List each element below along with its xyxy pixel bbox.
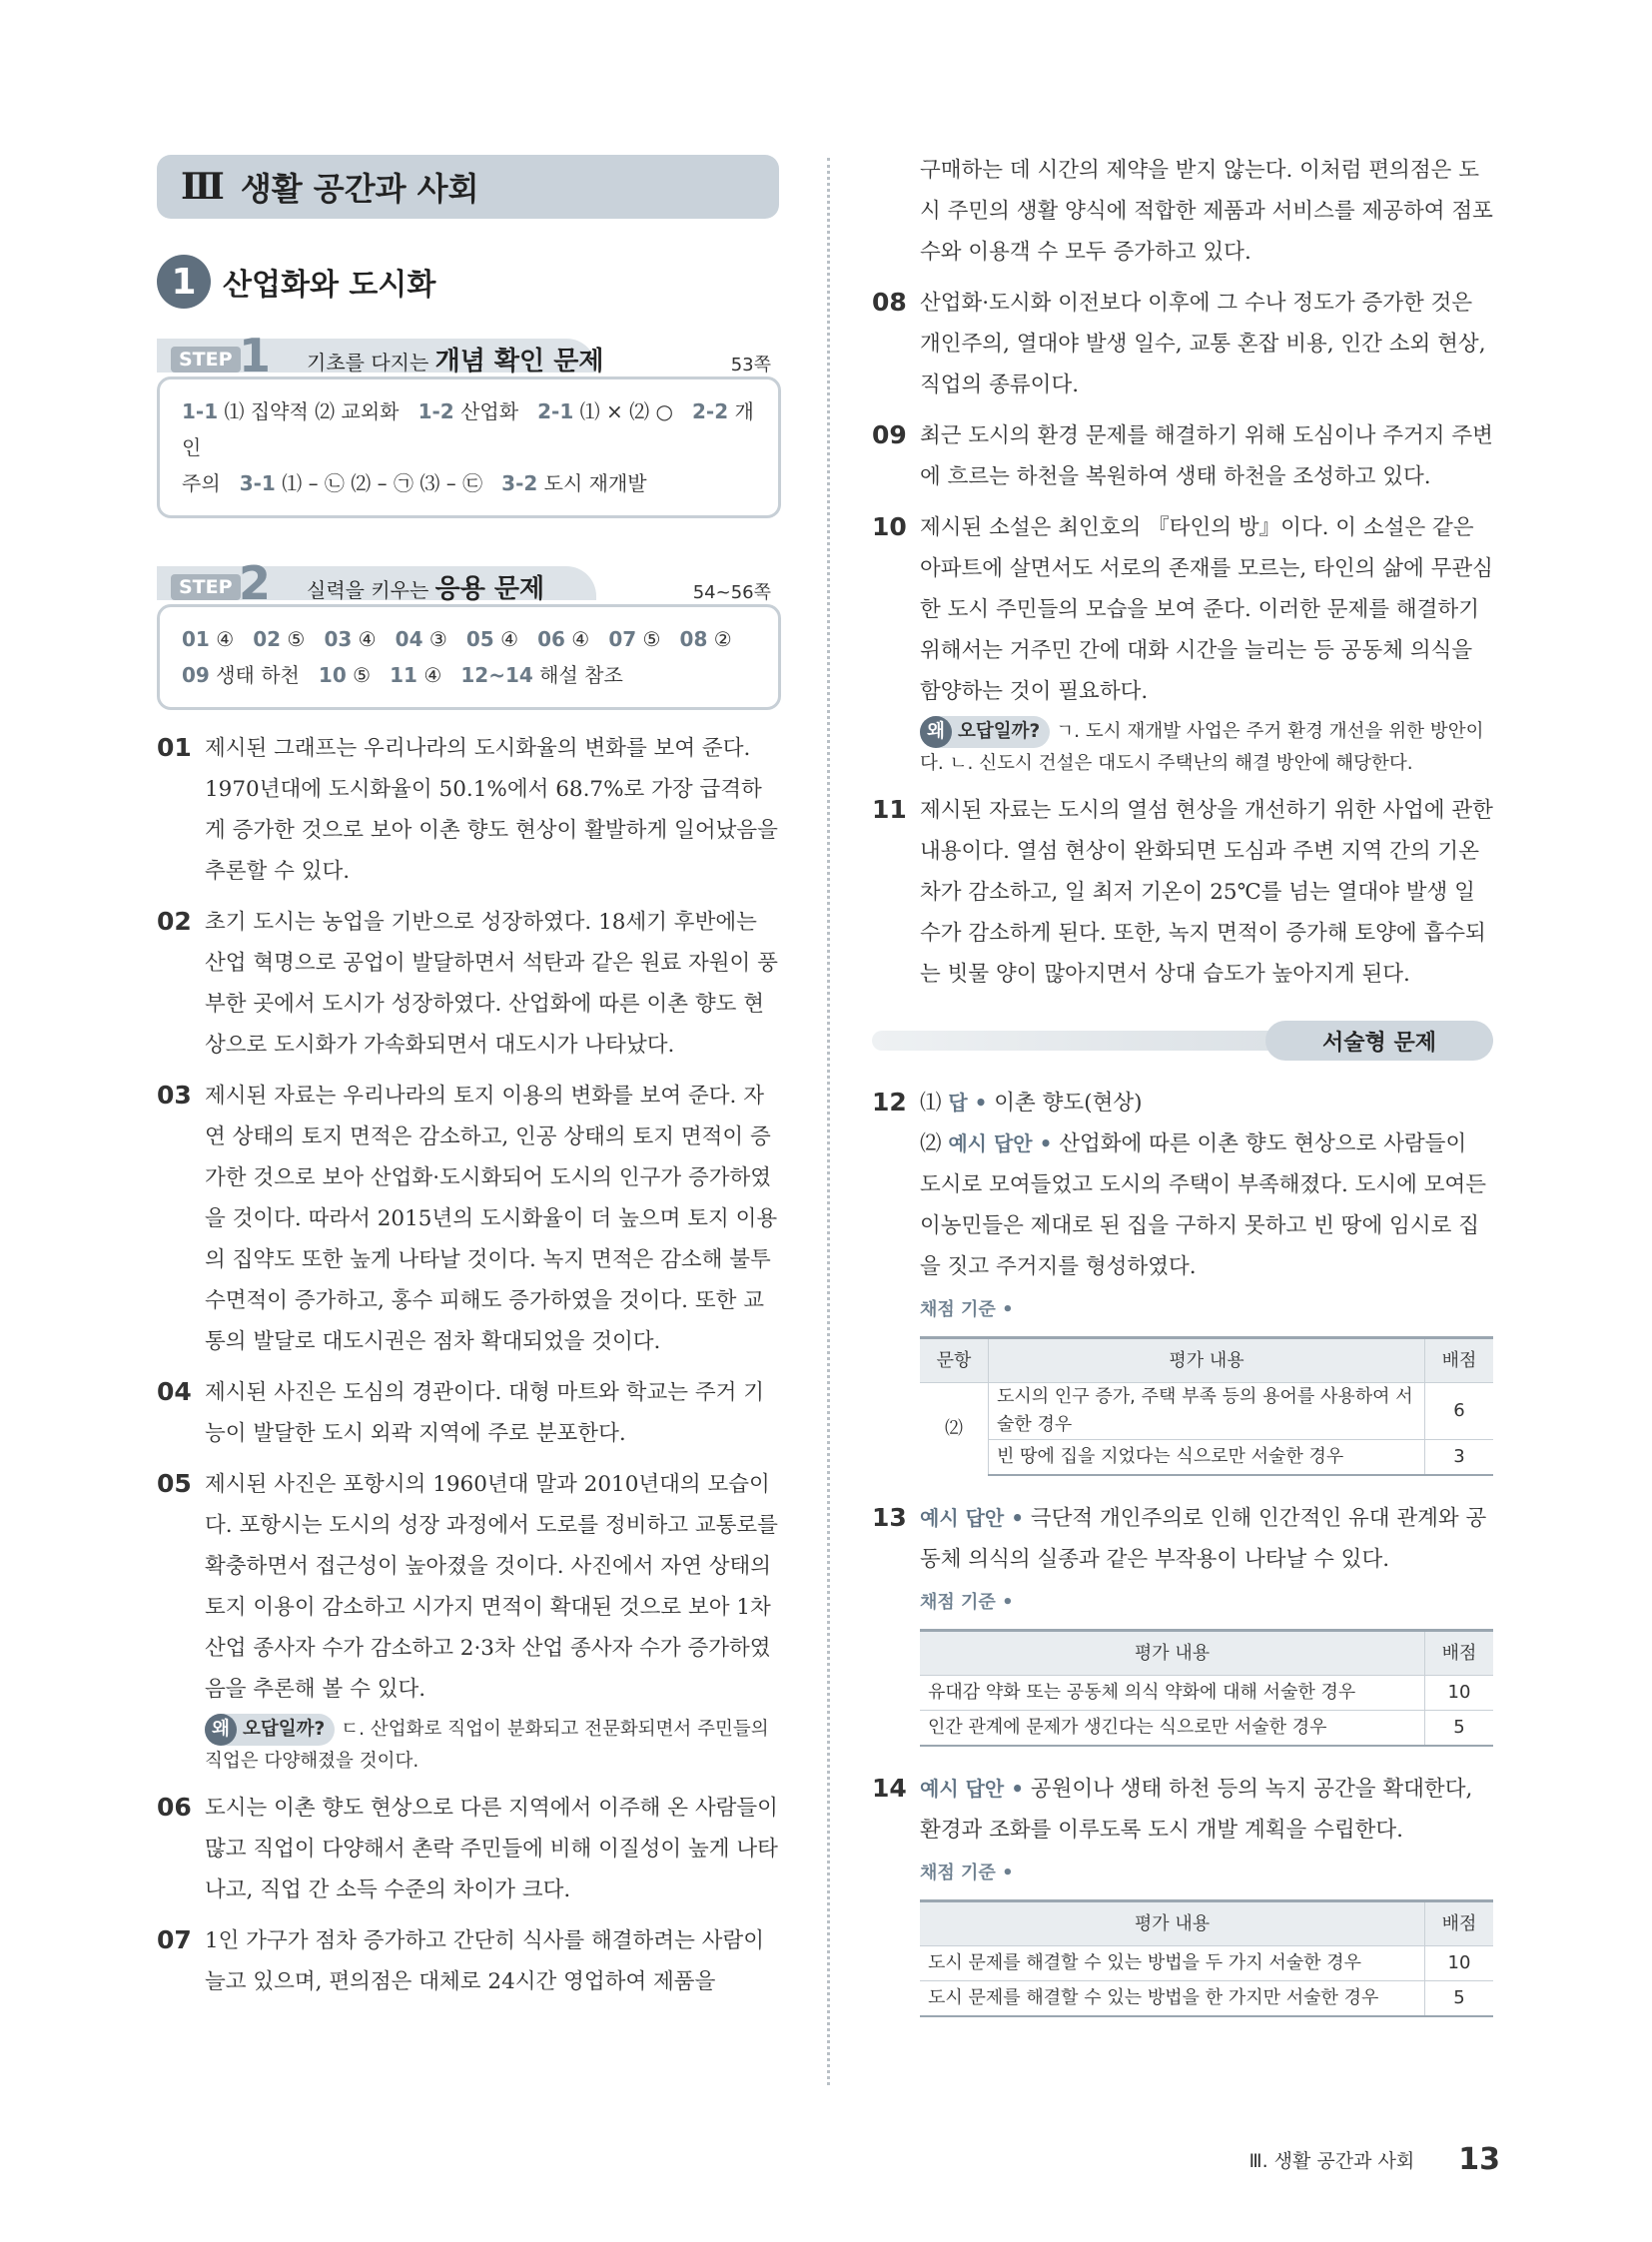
answer-value: ④ bbox=[216, 627, 235, 651]
table-row bbox=[920, 1440, 1493, 1476]
question-number: 05 bbox=[157, 1469, 192, 1498]
question-14 bbox=[872, 1769, 1493, 2017]
table-row bbox=[920, 1711, 1493, 1747]
step2-label: STEP bbox=[171, 574, 241, 600]
chapter-heading bbox=[157, 255, 781, 309]
answer-value: ⑴ – ㉡ ⑵ – ㉠ ⑶ – ㉢ bbox=[282, 471, 483, 495]
page-number: 13 bbox=[1458, 2142, 1500, 2177]
why-text: ㄱ. 도시 재개발 사업은 주거 환경 개선을 위한 방안이다. ㄴ. 신도시 건설은 대도시 주택난의 해결 방안에 해당한다. bbox=[920, 721, 1484, 774]
table-header: 평가 내용 bbox=[989, 1338, 1425, 1383]
answer-key: 07 bbox=[608, 627, 637, 651]
why-badge bbox=[920, 716, 1050, 748]
question-item bbox=[157, 1372, 781, 1454]
answer-value: ⑤ bbox=[287, 627, 306, 651]
question-item bbox=[872, 507, 1493, 780]
question-item bbox=[157, 902, 781, 1066]
question-text: 제시된 사진은 도심의 경관이다. 대형 마트와 학교는 주거 기능이 발달한 도시 외곽 지역에 주로 분포한다. bbox=[205, 1380, 764, 1446]
question-body bbox=[920, 507, 1493, 780]
grading-criteria-label: 채점 기준 • bbox=[920, 1592, 1014, 1613]
table-cell-score: 3 bbox=[1425, 1440, 1494, 1476]
answer-key: 05 bbox=[465, 627, 494, 651]
example-answer-label: 예시 답안 • bbox=[920, 1506, 1024, 1530]
question-text: 도시는 이촌 향도 현상으로 다른 지역에서 이주해 온 사람들이 많고 직업이 다양해서 촌락 주민들에 비해 이질성이 높게 나타나고, 직업 간 소득 수준의 차이가 크다. bbox=[205, 1796, 778, 1902]
step2-title bbox=[307, 568, 544, 605]
question-13 bbox=[872, 1498, 1493, 1747]
why-badge bbox=[205, 1714, 335, 1746]
answer-value: ④ bbox=[500, 627, 519, 651]
answer-key: 1-1 bbox=[182, 399, 219, 423]
page-footer bbox=[1249, 2142, 1501, 2177]
answer-key: 11 bbox=[390, 663, 417, 687]
q14-answer bbox=[920, 1769, 1493, 1851]
step2-title-text: 응용 문제 bbox=[434, 574, 545, 604]
table-header: 배점 bbox=[1425, 1631, 1494, 1676]
step2-header bbox=[157, 556, 781, 610]
step1-answer-line bbox=[182, 465, 756, 501]
question-number: 07 bbox=[157, 1925, 192, 1954]
question-text: 제시된 소설은 최인호의 『타인의 방』이다. 이 소설은 같은 아파트에 살면서도 서로의 존재를 모르는, 타인의 삶에 무관심한 도시 주민들의 모습을 보여 준다. 이러한 문제를 해결하기 위해서는 거주민 간에 대화 시간을 늘리는 등 공동체 의식을 함양하는 것이 필요하다. bbox=[920, 515, 1493, 704]
q12-answer2: 산업화에 따른 이촌 향도 현상으로 사람들이 도시로 모여들었고 도시의 주택이 부족해졌다. 도시에 모여든 이농민들은 제대로 된 집을 구하지 못하고 빈 땅에 임시로 집을 짓고 주거지를 형성하였다. bbox=[920, 1131, 1487, 1279]
question-text: 산업화·도시화 이전보다 이후에 그 수나 정도가 증가한 것은 개인주의, 열대야 발생 일수, 교통 혼잡 비용, 인간 소외 현상, 직업의 종류이다. bbox=[920, 291, 1486, 397]
q13-grading-table bbox=[920, 1629, 1493, 1747]
question-item bbox=[157, 1464, 781, 1778]
question-number: 12 bbox=[872, 1088, 907, 1117]
question-body bbox=[920, 283, 1493, 405]
question-item bbox=[872, 283, 1493, 405]
answer-key: 12~14 bbox=[460, 663, 533, 687]
table-cell-content: 유대감 약화 또는 공동체 의식 약화에 대해 서술한 경우 bbox=[920, 1676, 1425, 1711]
table-cell-content: 빈 땅에 집을 지었다는 식으로만 서술한 경우 bbox=[989, 1440, 1425, 1476]
q12-part1 bbox=[920, 1083, 1493, 1123]
answer-value: ② bbox=[713, 627, 732, 651]
question-text: 1인 가구가 점차 증가하고 간단히 식사를 해결하려는 사람이 늘고 있으며, 편의점은 대체로 24시간 영업하여 제품을 bbox=[205, 1928, 764, 1994]
q12-part1-label: ⑴ bbox=[920, 1091, 942, 1116]
answer-value: 주의 bbox=[182, 471, 221, 495]
step1-pretext: 기초를 다지는 bbox=[307, 351, 429, 374]
answer-value: 산업화 bbox=[460, 399, 519, 423]
question-body bbox=[205, 1464, 781, 1778]
answer-key: 10 bbox=[318, 663, 347, 687]
answer-key: 06 bbox=[537, 627, 565, 651]
table-header-row bbox=[920, 1338, 1493, 1383]
answer-value: 해설 참조 bbox=[539, 663, 623, 687]
q13-answer-text: 극단적 개인주의로 인해 인간적인 유대 관계와 공동체 의식의 실종과 같은 부작용이 나타날 수 있다. bbox=[920, 1506, 1487, 1572]
question-body bbox=[205, 1076, 781, 1362]
answer-label: 답 • bbox=[948, 1091, 988, 1115]
continued-question bbox=[872, 150, 1493, 273]
question-number: 02 bbox=[157, 907, 192, 936]
table-row bbox=[920, 1981, 1493, 2017]
q14-answer-text: 공원이나 생태 하천 등의 녹지 공간을 확대한다, 환경과 조화를 이루도록 도시 개발 계획을 수립한다. bbox=[920, 1777, 1473, 1843]
answer-key: 3-1 bbox=[239, 471, 276, 495]
table-row bbox=[920, 1676, 1493, 1711]
question-body bbox=[920, 790, 1493, 995]
essay-section-title: 서술형 문제 bbox=[1265, 1021, 1493, 1061]
column-divider bbox=[827, 158, 830, 2085]
answer-key: 04 bbox=[395, 627, 423, 651]
example-answer-label: 예시 답안 • bbox=[948, 1131, 1053, 1155]
unit-banner bbox=[157, 155, 779, 219]
question-number: 13 bbox=[872, 1503, 907, 1532]
q13-answer bbox=[920, 1498, 1493, 1580]
question-body bbox=[205, 902, 781, 1066]
answer-value: ⑤ bbox=[642, 627, 661, 651]
answer-value: 생태 하천 bbox=[216, 663, 300, 687]
table-header-row bbox=[920, 1631, 1493, 1676]
step1-answers bbox=[157, 376, 781, 518]
question-number: 10 bbox=[872, 512, 907, 541]
answer-key: 02 bbox=[253, 627, 282, 651]
question-text: 제시된 자료는 도시의 열섬 현상을 개선하기 위한 사업에 관한 내용이다. 열섬 현상이 완화되면 도심과 주변 지역 간의 기온 차가 감소하고, 일 최저 기온이 25℃를 넘는 열대야 발생 일수가 감소하게 된다. 또한, 녹지 면적이 증가해 토양에 흡수되는 빗물 양이 많아지면서 상대 습도가 높아지게 된다. bbox=[920, 798, 1493, 987]
question-body bbox=[205, 1788, 781, 1910]
step2-number: 2 bbox=[239, 556, 272, 610]
table-header: 평가 내용 bbox=[920, 1901, 1425, 1946]
unit-number: Ⅲ bbox=[181, 166, 225, 208]
step2-answer-line bbox=[182, 657, 756, 693]
answer-value: ③ bbox=[428, 627, 447, 651]
table-cell-item: ⑵ bbox=[920, 1383, 989, 1476]
table-cell-score: 10 bbox=[1425, 1946, 1494, 1981]
question-number: 08 bbox=[872, 288, 907, 317]
step2-pretext: 실력을 키우는 bbox=[307, 578, 429, 602]
table-cell-score: 5 bbox=[1425, 1711, 1494, 1747]
unit-title: 생활 공간과 사회 bbox=[240, 170, 479, 208]
answer-value: ④ bbox=[358, 627, 377, 651]
q12-part2-label: ⑵ bbox=[920, 1131, 942, 1156]
question-body bbox=[920, 415, 1493, 497]
answer-value: 개인 bbox=[182, 399, 754, 459]
question-text: 제시된 사진은 포항시의 1960년대 말과 2010년대의 모습이다. 포항시는 도시의 성장 과정에서 도로를 정비하고 교통로를 확충하면서 접근성이 높아졌을 것이다. 사진에서 자연 상태의 토지 이용이 감소하고 시가지 면적이 확대된 것으로 보아 1차 산업 종사자 수가 감소하고 2·3차 산업 종사자 수가 증가하였음을 추론해 볼 수 있다. bbox=[205, 1472, 778, 1702]
answer-key: 2-2 bbox=[691, 399, 729, 423]
continued-text: 구매하는 데 시간의 제약을 받지 않는다. 이처럼 편의점은 도시 주민의 생활 양식에 적합한 제품과 서비스를 제공하여 점포 수와 이용객 수 모두 증가하고 있다. bbox=[920, 158, 1493, 265]
question-item bbox=[872, 415, 1493, 497]
chapter-title: 산업화와 도시화 bbox=[223, 268, 436, 303]
footer-section: Ⅲ. 생활 공간과 사회 bbox=[1248, 2150, 1415, 2172]
table-cell-content: 도시 문제를 해결할 수 있는 방법을 두 가지 서술한 경우 bbox=[920, 1946, 1425, 1981]
why-icon: 왜 bbox=[205, 1714, 237, 1746]
step2-answer-line bbox=[182, 621, 756, 657]
question-item bbox=[157, 1788, 781, 1910]
why-label: 오답일까? bbox=[958, 721, 1041, 742]
answer-key: 08 bbox=[679, 627, 708, 651]
table-cell-score: 5 bbox=[1425, 1981, 1494, 2017]
answer-value: ⑴ × ⑵ ○ bbox=[579, 399, 673, 423]
question-number: 01 bbox=[157, 733, 192, 762]
answer-key: 3-2 bbox=[501, 471, 538, 495]
wrong-answer-note bbox=[205, 1714, 781, 1778]
question-number: 06 bbox=[157, 1793, 192, 1822]
step1-title-text: 개념 확인 문제 bbox=[434, 347, 604, 376]
question-number: 11 bbox=[872, 795, 907, 824]
left-question-list bbox=[157, 728, 781, 2002]
grading-criteria-label: 채점 기준 • bbox=[920, 1299, 1014, 1320]
q12-answer1: 이촌 향도(현상) bbox=[994, 1091, 1143, 1116]
example-answer-label: 예시 답안 • bbox=[920, 1777, 1024, 1801]
question-item bbox=[872, 790, 1493, 995]
step1-number: 1 bbox=[239, 329, 272, 382]
answer-value: ④ bbox=[423, 663, 442, 687]
step1-title bbox=[307, 341, 603, 377]
question-item bbox=[157, 1920, 781, 2002]
essay-section-header bbox=[872, 1021, 1493, 1061]
q14-grading-table bbox=[920, 1899, 1493, 2017]
question-number: 04 bbox=[157, 1377, 192, 1406]
q12-part2 bbox=[920, 1123, 1493, 1287]
question-text: 제시된 그래프는 우리나라의 도시화율의 변화를 보여 준다. 1970년대에 도시화율이 50.1%에서 68.7%로 가장 급격하게 증가한 것으로 보아 이촌 향도 현상이 활발하게 일어났음을 추론할 수 있다. bbox=[205, 736, 778, 884]
question-body bbox=[205, 1920, 781, 2002]
table-header-row bbox=[920, 1901, 1493, 1946]
answer-key: 03 bbox=[324, 627, 353, 651]
question-item bbox=[157, 728, 781, 892]
question-number: 03 bbox=[157, 1081, 192, 1110]
question-body bbox=[205, 1372, 781, 1454]
question-number: 09 bbox=[872, 420, 907, 449]
question-body bbox=[205, 728, 781, 892]
table-cell-content: 도시 문제를 해결할 수 있는 방법을 한 가지만 서술한 경우 bbox=[920, 1981, 1425, 2017]
step2-answers bbox=[157, 604, 781, 710]
question-12 bbox=[872, 1083, 1493, 1476]
answer-key: 2-1 bbox=[537, 399, 574, 423]
step1-answer-line bbox=[182, 393, 756, 465]
answer-key: 09 bbox=[182, 663, 210, 687]
why-text: ㄷ. 산업화로 직업이 분화되고 전문화되면서 주민들의 직업은 다양해졌을 것이다. bbox=[205, 1719, 769, 1772]
answer-value: ④ bbox=[571, 627, 590, 651]
table-cell-score: 10 bbox=[1425, 1676, 1494, 1711]
answer-value: ⑤ bbox=[353, 663, 372, 687]
why-icon: 왜 bbox=[920, 716, 952, 748]
table-cell-content: 도시의 인구 증가, 주택 부족 등의 용어를 사용하여 서술한 경우 bbox=[989, 1383, 1425, 1440]
right-column bbox=[872, 150, 1493, 2017]
chapter-number: 1 bbox=[157, 255, 211, 309]
left-column bbox=[157, 155, 781, 2002]
table-header: 문항 bbox=[920, 1338, 989, 1383]
step1-page: 53쪽 bbox=[730, 355, 771, 375]
step1-label: STEP bbox=[171, 347, 241, 373]
step1-header bbox=[157, 329, 781, 382]
question-text: 제시된 자료는 우리나라의 토지 이용의 변화를 보여 준다. 자연 상태의 토지 면적은 감소하고, 인공 상태의 토지 면적이 증가한 것으로 보아 산업화·도시화되어 도시의 인구가 증가하였을 것이다. 따라서 2015년의 도시화율이 더 높으며 토지 이용의 집약도 또한 높게 나타날 것이다. 녹지 면적은 감소해 불투수면적이 증가하고, 홍수 피해도 증가하였을 것이다. 또한 교통의 발달로 대도시권은 점차 확대되었을 것이다. bbox=[205, 1084, 778, 1354]
answer-key: 01 bbox=[182, 627, 210, 651]
table-cell-score: 6 bbox=[1425, 1383, 1494, 1440]
table-cell-content: 인간 관계에 문제가 생긴다는 식으로만 서술한 경우 bbox=[920, 1711, 1425, 1747]
step2-page: 54~56쪽 bbox=[692, 582, 771, 603]
grading-criteria-label: 채점 기준 • bbox=[920, 1863, 1014, 1883]
table-row bbox=[920, 1383, 1493, 1440]
table-header: 배점 bbox=[1425, 1901, 1494, 1946]
answer-value: 도시 재개발 bbox=[543, 471, 647, 495]
question-text: 초기 도시는 농업을 기반으로 성장하였다. 18세기 후반에는 산업 혁명으로 공업이 발달하면서 석탄과 같은 원료 자원이 풍부한 곳에서 도시가 성장하였다. 산업화에 따른 이촌 향도 현상으로 도시화가 가속화되면서 대도시가 나타났다. bbox=[205, 910, 778, 1058]
answer-key: 1-2 bbox=[417, 399, 454, 423]
table-row bbox=[920, 1946, 1493, 1981]
question-number: 14 bbox=[872, 1774, 907, 1803]
wrong-answer-note bbox=[920, 716, 1493, 780]
answer-value: ⑴ 집약적 ⑵ 교외화 bbox=[224, 399, 400, 423]
why-label: 오답일까? bbox=[243, 1719, 326, 1740]
question-text: 최근 도시의 환경 문제를 해결하기 위해 도심이나 주거지 주변에 흐르는 하천을 복원하여 생태 하천을 조성하고 있다. bbox=[920, 423, 1493, 489]
q12-grading-table bbox=[920, 1336, 1493, 1476]
question-item bbox=[157, 1076, 781, 1362]
right-question-list bbox=[872, 283, 1493, 995]
table-header: 평가 내용 bbox=[920, 1631, 1425, 1676]
table-header: 배점 bbox=[1425, 1338, 1494, 1383]
